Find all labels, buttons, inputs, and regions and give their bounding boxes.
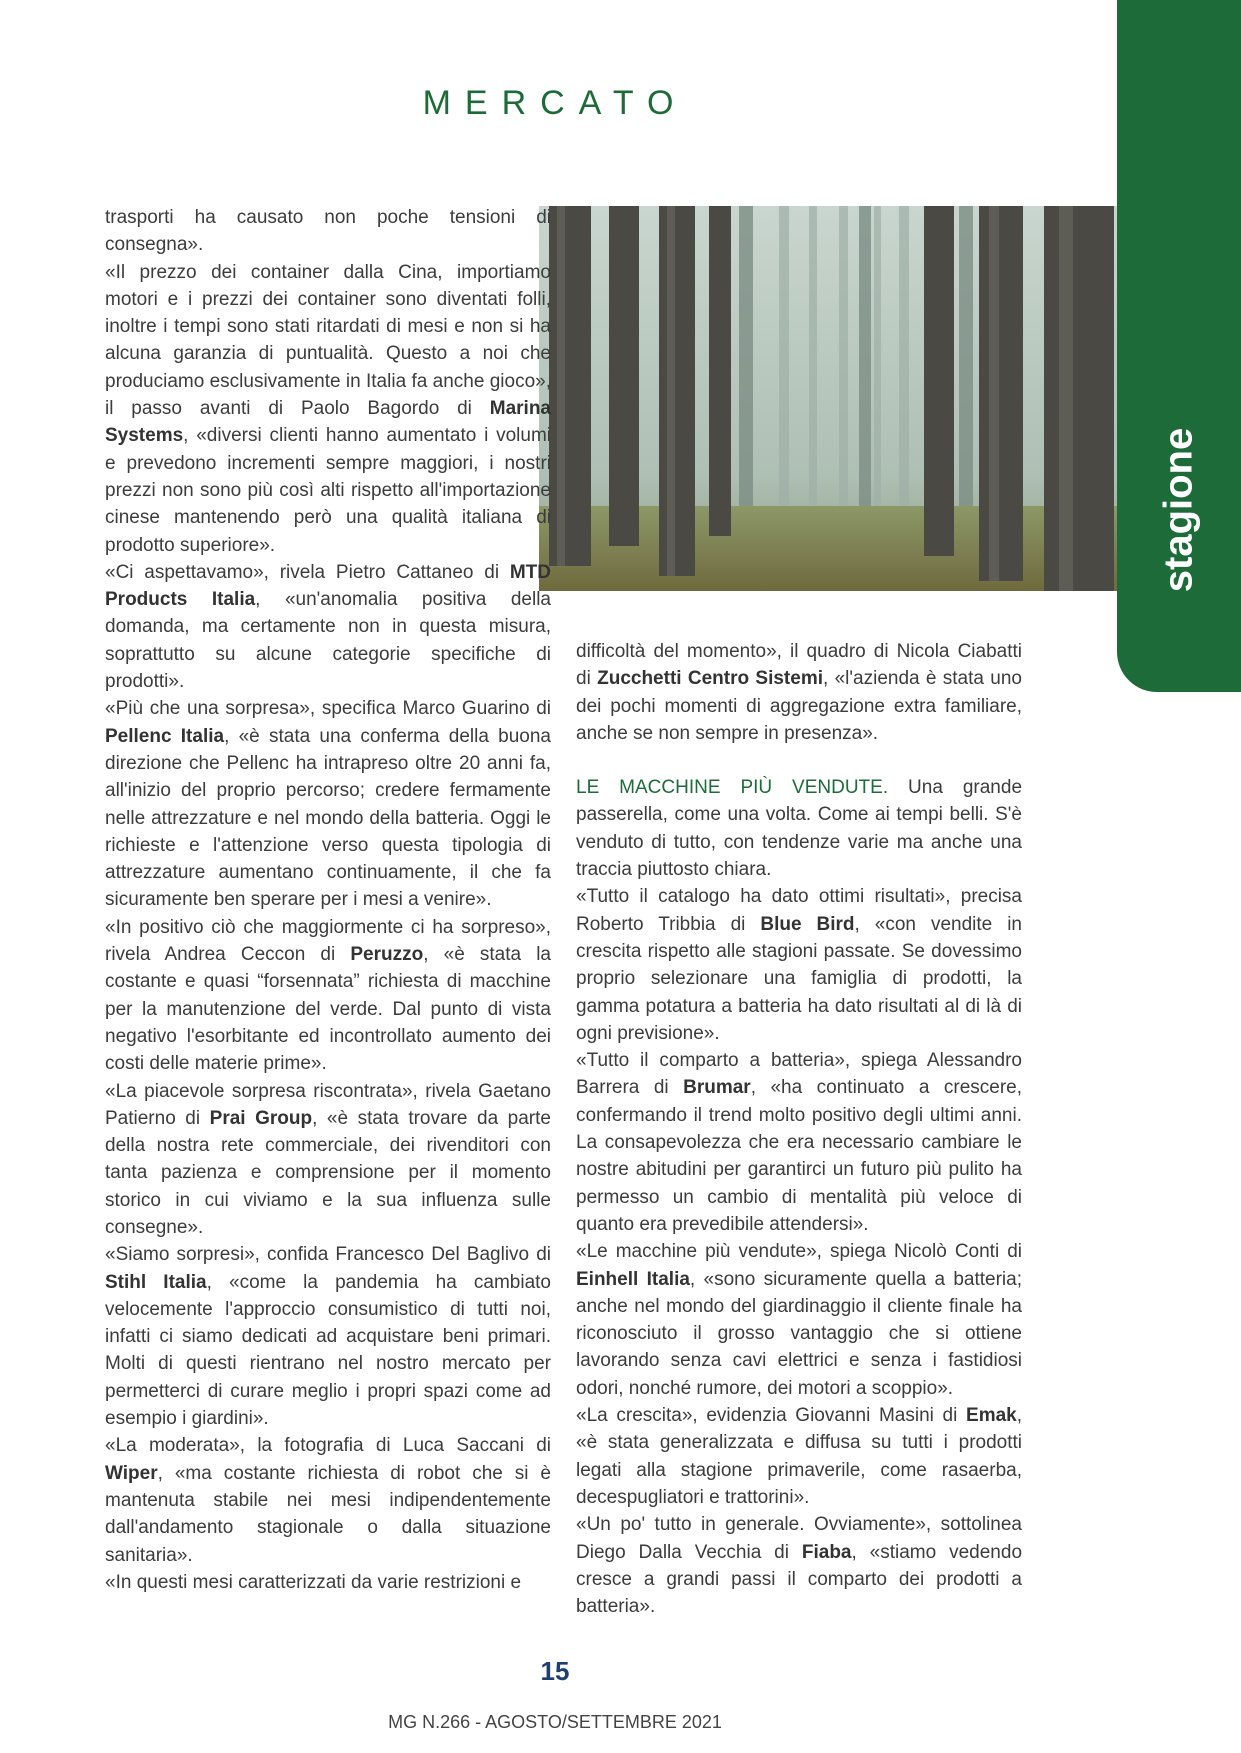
company-name: Fiaba [801,1541,852,1563]
paragraph: «In questi mesi caratterizzati da varie restrizioni e [105,1571,522,1593]
company-name: Marina Systems [105,398,551,447]
paragraph: «Tutto il catalogo ha dato ottimi risultati», precisa Roberto Tribbia di Blue Bird, «con vendite in crescita rispetto alle stagioni passate. Se dovessimo proprio selezionare una famiglia di prodotti, la gamma potatura a batteria ha dato risultati al di là di ogni previsione». [576,886,1022,1044]
company-name: Brumar [683,1077,751,1099]
section-heading: LE MACCHINE PIÙ VENDUTE. [576,777,889,799]
paragraph: «Tutto il comparto a batteria», spiega Alessandro Barrera di Brumar, «ha continuato a crescere, confermando il trend molto positivo degli ultimi anni. La consapevolezza che era necessario cambiare le nostre abitudini per garantirci un futuro più pulito ha permesso un cambio di mentalità più veloce di quanto era prevedibile attendersi». [576,1050,1023,1235]
section-tab-label: stagione [1156,427,1201,593]
company-name: Prai Group [209,1107,313,1129]
paragraph: «La piacevole sorpresa riscontrata», rivela Gaetano Patierno di Prai Group, «è stata trovare da parte della nostra rete commerciale, dei rivenditori con tanta pazienza e comprensione per il momento storico in cui viviamo e la sua influenza sulle consegne». [105,1080,551,1238]
company-name: Pellenc Italia [105,725,225,747]
paragraph: «Ci aspettavamo», rivela Pietro Cattaneo di MTD Products Italia, «un'anomalia positiva della domanda, ma certamente non in questa misura, soprattutto su alcune categorie specifiche di prodotti». [105,561,551,693]
company-name: MTD Products Italia [105,561,551,611]
paragraph: «Un po' tutto in generale. Ovviamente», sottolinea Diego Dalla Vecchia di Fiaba, «stiamo vedendo cresce a grandi passi il comparto dei prodotti a batteria». [576,1514,1023,1618]
page-number: 15 [540,1656,570,1686]
paragraph: «Siamo sorpresi», confida Francesco Del Baglivo di Stihl Italia, «come la pandemia ha cambiato velocemente l'approccio consumistico di tutti noi, infatti ci siamo dedicati ad acquistare beni primari. Molti di questi rientrano nel nostro mercato per permetterci di curare meglio i propri spazi come ad esempio i giardini». [105,1244,551,1430]
paragraph: «In positivo ciò che maggiormente ci ha sorpreso», rivela Andrea Ceccon di Peruzzo, «è stata la costante e quasi “forsennata” richiesta di macchine per la manutenzione del verde. Dal punto di vista negativo l'esorbitante ed incontrollato aumento dei costi delle materie prime». [105,916,551,1075]
issue-footer: MG N.266 - AGOSTO/SETTEMBRE 2021 [388,1712,722,1732]
company-name: Stihl Italia [105,1271,207,1293]
paragraph: «Le macchine più vendute», spiega Nicolò Conti di Einhell Italia, «sono sicuramente quella a batteria; anche nel mondo del giardinaggio il cliente finale ha riconosciuto il grosso vantaggio che si ottiene lavorando senza cavi elettrici e senza i fastidiosi odori, nonché rumore, dei motori a scoppio». [576,1241,1023,1399]
page-header-title: MERCATO [422,84,688,122]
company-name: Zucchetti Centro Sistemi [597,668,824,690]
article-column-right [576,638,1022,1620]
company-name: Wiper [105,1462,158,1484]
company-name: Peruzzo [350,944,424,966]
paragraph: «La crescita», evidenzia Giovanni Masini di Emak, «è stata generalizzata e diffusa su tutti i prodotti legati alla stagione primaverile, come rasaerba, decespugliatori e trattorini». [576,1405,1022,1508]
paragraph: trasporti ha causato non poche tensioni di consegna». [105,207,551,256]
paragraph: «La moderata», la fotografia di Luca Saccani di Wiper, «ma costante richiesta di robot che si è mantenuta stabile nei mesi indipendentemente dall'andamento stagionale o dalla situazione sanitaria». [105,1435,551,1566]
paragraph: difficoltà del momento», il quadro di Nicola Ciabatti di Zucchetti Centro Sistemi, «l'azienda è stata uno dei pochi momenti di aggregazione extra familiare, anche se non sempre in presenza». [576,641,1022,744]
paragraph: «Il prezzo dei container dalla Cina, importiamo motori e i prezzi dei container sono diventati folli, inoltre i tempi sono stati ritardati di mesi e non si ha alcuna garanzia di puntualità. Questo a noi che produciamo esclusivamente in Italia fa anche gioco», il passo avanti di Paolo Bagordo di Marina Systems, «diversi clienti hanno aumentato i volumi e prevedono incrementi sempre maggiori, i nostri prezzi non sono più così alti rispetto all'importazione cinese mantenendo però una qualità italiana di prodotto superiore». [105,261,551,556]
paragraph: «Più che una sorpresa», specifica Marco Guarino di Pellenc Italia, «è stata una conferma della buona direzione che Pellenc ha intrapreso oltre 20 anni fa, all'inizio del proprio percorso; credere fermamente nelle attrezzature e nel mondo della batteria. Oggi le richieste e l'attenzione verso questa tipologia di attrezzature aumentano continuamente, il che fa sicuramente ben sperare per i mesi a venire». [105,698,551,911]
forest-photo [539,206,1117,591]
company-name: Emak [966,1405,1017,1427]
company-name: Blue Bird [760,913,855,935]
section-tab [1117,0,1241,692]
paragraph: LE MACCHINE PIÙ VENDUTE. Una grande passerella, come una volta. Come ai tempi belli. S'è venduto di tutto, con tendenze varie ma anche una traccia piuttosto chiara. [576,777,1023,881]
article-column-left [105,204,551,1596]
company-name: Einhell Italia [576,1268,690,1290]
